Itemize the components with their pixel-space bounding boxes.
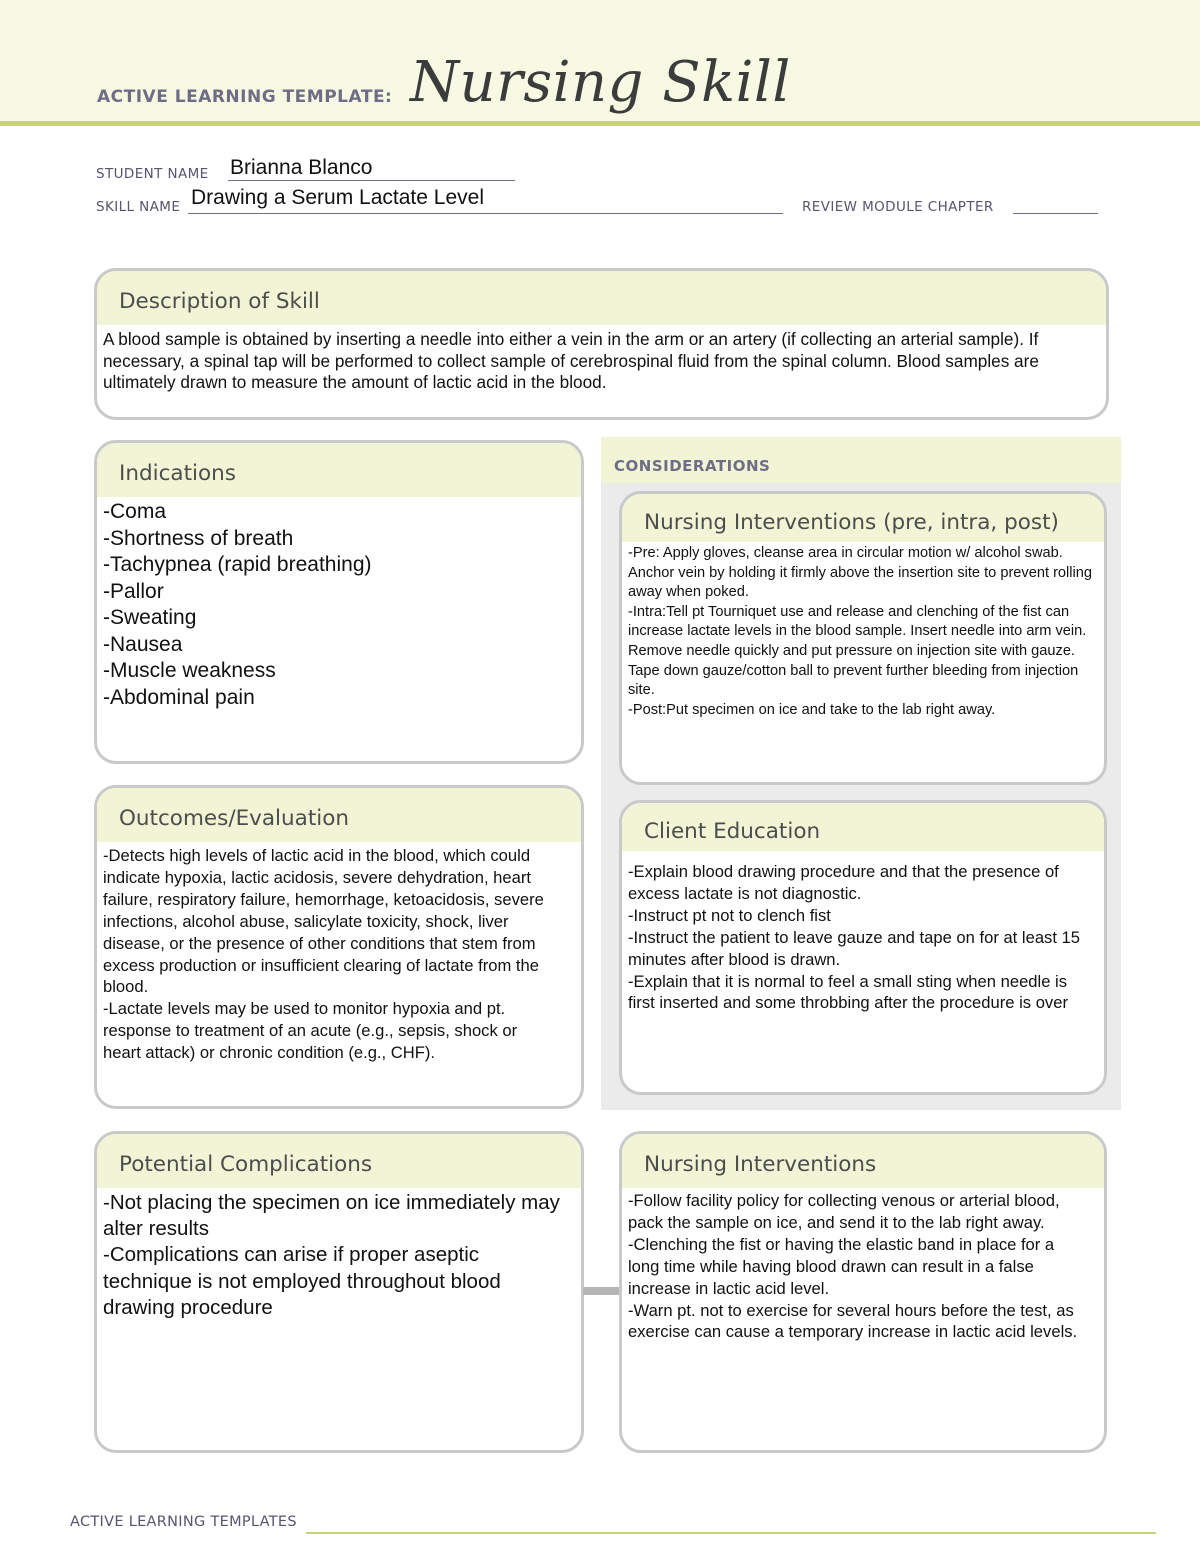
- page-title: Nursing Skill: [410, 50, 791, 115]
- client-education-box: [619, 800, 1107, 1095]
- description-text[interactable]: A blood sample is obtained by inserting a needle into either a vein in the arm or an artery (if collecting an arterial sample). If necessary, a spinal tap will be performed to collect sample of cerebrospinal fluid from the spinal column. Blood samples are ultimately drawn to measure the amount of lactic acid in the blood.: [103, 329, 1039, 392]
- nursing-interventions-pip-heading: Nursing Interventions (pre, intra, post): [622, 494, 1104, 542]
- indications-heading: Indications: [97, 443, 581, 497]
- indications-text[interactable]: -Coma -Shortness of breath -Tachypnea (rapid breathing) -Pallor -Sweating -Nausea -Muscle weakness -Abdominal pain: [103, 500, 372, 709]
- student-name-label: STUDENT NAME: [96, 166, 209, 182]
- indications-box: [94, 440, 584, 764]
- nursing-interventions-pip-box: [619, 491, 1107, 785]
- header-rule: [0, 121, 1200, 126]
- nursing-interventions-heading: Nursing Interventions: [622, 1134, 1104, 1188]
- considerations-heading: CONSIDERATIONS: [614, 457, 771, 475]
- footer-label: ACTIVE LEARNING TEMPLATES: [70, 1514, 297, 1530]
- review-module-underline: [1013, 213, 1098, 214]
- nursing-interventions-pip-text[interactable]: -Pre: Apply gloves, cleanse area in circular motion w/ alcohol swab. Anchor vein by holding it firmly above the insertion site to prevent rolling away when poked. -Intra:Tell pt Tourniquet use and release and clenching of the fist can increase lactate levels in the blood sample. Insert needle into arm vein. Remove needle quickly and put pressure on injection site with gauze. Tape down gauze/cotton ball to prevent further bleeding from injection site. -Post:Put specimen on ice and take to the lab right away.: [628, 545, 1093, 718]
- connector-bar: [583, 1287, 619, 1295]
- skill-name-underline: [188, 213, 783, 214]
- client-education-heading: Client Education: [622, 803, 1104, 851]
- nursing-interventions-box: [619, 1131, 1107, 1453]
- client-education-text[interactable]: -Explain blood drawing procedure and that the presence of excess lactate is not diagnostic. -Instruct pt not to clench fist -Instruct the patient to leave gauze and tape on for at least 15 minutes after blood is drawn. -Explain that it is normal to feel a small sting when needle is first inserted and some throbbing after the procedure is over: [628, 862, 1081, 1013]
- complications-heading: Potential Complications: [97, 1134, 581, 1188]
- outcomes-heading: Outcomes/Evaluation: [97, 788, 581, 842]
- complications-text[interactable]: -Not placing the specimen on ice immediately may alter results -Complications can arise if proper aseptic technique is not employed throughout blood drawing procedure: [103, 1191, 560, 1319]
- skill-name-field[interactable]: Drawing a Serum Lactate Level: [191, 186, 484, 209]
- complications-box: [94, 1131, 584, 1453]
- student-name-underline: [228, 180, 515, 181]
- footer-rule: [306, 1532, 1156, 1534]
- skill-name-label: SKILL NAME: [96, 199, 181, 215]
- student-name-field[interactable]: Brianna Blanco: [230, 156, 373, 179]
- outcomes-box: [94, 785, 584, 1109]
- review-module-label: REVIEW MODULE CHAPTER: [802, 199, 994, 215]
- description-box: [94, 268, 1109, 420]
- outcomes-text[interactable]: -Detects high levels of lactic acid in the blood, which could indicate hypoxia, lactic acidosis, severe dehydration, heart failure, respiratory failure, hemorrhage, ketoacidosis, severe infections, alcohol abuse, salicylate toxicity, shock, liver disease, or the presence of other conditions that stem from excess production or insufficient clearing of lactate from the blood. -Lactate levels may be used to monitor hypoxia and pt. response to treatment of an acute (e.g., sepsis, shock or heart attack) or chronic condition (e.g., CHF).: [103, 846, 544, 1063]
- description-heading: Description of Skill: [97, 271, 1106, 325]
- template-label: ACTIVE LEARNING TEMPLATE:: [97, 87, 393, 107]
- nursing-interventions-text[interactable]: -Follow facility policy for collecting venous or arterial blood, pack the sample on ice, and send it to the lab right away. -Clenching the fist or having the elastic band in place for a long time while having blood drawn can result in a false increase in lactic acid level. -Warn pt. not to exercise for several hours before the test, as exercise can cause a temporary increase in lactic acid levels.: [628, 1191, 1078, 1342]
